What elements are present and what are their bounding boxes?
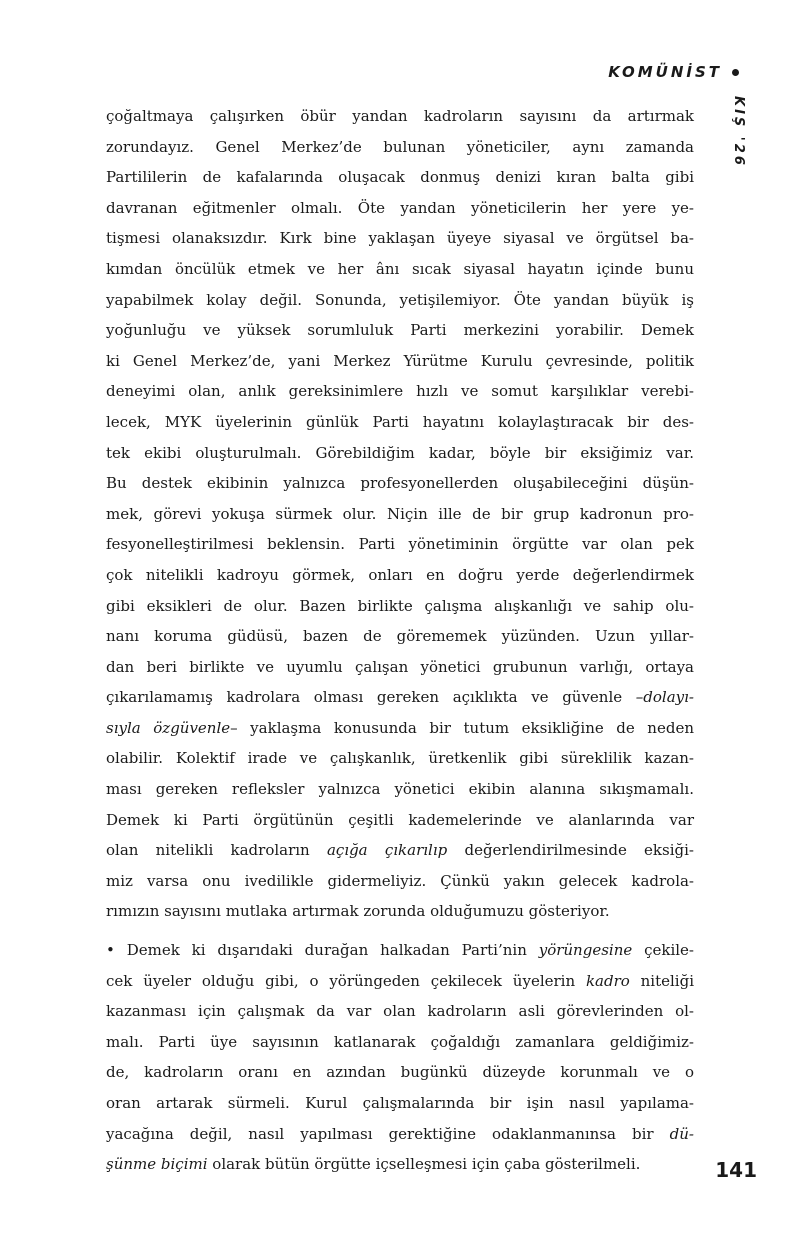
text-line [106,591,694,622]
text-line [106,1057,694,1088]
text-segment: dan beri birlikte ve uyumlu çalışan yönetici grubunun varlığı, ortaya [106,657,694,676]
text-line [106,1149,694,1180]
text-segment: değerlendirilmesinde eksiği- [447,841,694,860]
text-line [106,774,694,805]
text-segment: tek ekibi oluşturulmalı. Görebildiğim kadar, böyle bir eksiğimiz var. [106,443,694,462]
text-segment: çok nitelikli kadroyu görmek, onları en doğru yerde değerlendirmek [106,565,694,584]
text-line [106,193,694,224]
text-segment: oran artarak sürmeli. Kurul çalışmalarında bir işin nasıl yapılama- [106,1094,694,1112]
text-segment: Demek ki Parti örgütünün çeşitli kademelerinde ve alanlarında var [106,810,694,829]
paragraph [106,101,694,927]
italic-text: –dolayı- [635,688,694,707]
italic-text: dü- [669,1124,694,1143]
text-line [106,1027,694,1058]
text-segment: zorundayız. Genel Merkez’de bulunan yöneticiler, aynı zamanda [106,137,694,156]
text-segment: olarak bütün örgütte içselleşmesi için çaba gösterilmeli. [207,1155,641,1174]
text-line [106,468,694,499]
text-segment: miz varsa onu ivedilikle gidermeliyiz. Çünkü yakın gelecek kadrola- [106,871,694,890]
text-line [106,866,694,897]
text-segment: ması gereken refleksler yalnızca yönetici ekibin alanına sıkışmamalı. [106,780,694,799]
text-line [106,132,694,163]
text-line [106,621,694,652]
text-line [106,346,694,377]
text-segment: nanı koruma güdüsü, bazen de görememek yüzünden. Uzun yıllar- [106,627,694,646]
text-segment: çekile- [632,941,694,960]
text-line [106,162,694,193]
text-segment: kımdan öncülük etmek ve her ânı sıcak siyasal hayatın içinde bunu [106,259,694,278]
text-segment: rımızın sayısını mutlaka artırmak zorunda olduğumuzu gösteriyor. [106,902,610,921]
body-text [106,101,694,1180]
text-line [106,315,694,346]
text-segment: lecek, MYK üyelerinin günlük Parti hayatını kolaylaştıracak bir des- [106,412,694,431]
issue-label: KIŞ '26 [731,96,746,168]
text-line [106,101,694,132]
text-line [106,1119,694,1150]
text-segment: cek üyeler olduğu gibi, o yörüngeden çekilecek üyelerin [106,971,586,990]
text-segment: – yaklaşma konusunda bir tutum eksikliğine de neden [230,718,694,737]
text-segment: deneyimi olan, anlık gereksinimlere hızlı ve somut karşılıklar verebi- [106,382,694,401]
text-line [106,1088,694,1119]
italic-text: sıyla özgüvenle [106,718,231,737]
paragraph [106,935,694,1180]
text-line [106,835,694,866]
text-line [106,438,694,469]
text-line [106,499,694,530]
text-line [106,223,694,254]
italic-text: kadro [585,971,630,990]
bullet-dot-icon [732,69,739,76]
text-segment: fesyonelleştirilmesi beklensin. Parti yönetiminin örgütte var olan pek [106,535,694,554]
text-segment: gibi eksikleri de olur. Bazen birlikte çalışma alışkanlığı ve sahip olu- [106,596,694,615]
text-segment: malı. Parti üye sayısının katlanarak çoğaldığı zamanlara geldiğimiz- [106,1032,694,1051]
text-line [106,996,694,1027]
text-line [106,713,694,744]
text-line [106,407,694,438]
text-segment: mek, görevi yokuşa sürmek olur. Niçin ille de bir grup kadronun pro- [106,504,694,523]
text-segment: olan nitelikli kadroların [106,841,327,860]
text-line [106,254,694,285]
text-segment: Partililerin de kafalarında oluşacak donmuş denizi kıran balta gibi [106,168,694,187]
journal-title: KOMÜNİST [608,63,722,81]
text-segment: yoğunluğu ve yüksek sorumluluk Parti merkezini yorabilir. Demek [106,321,694,340]
text-line [106,529,694,560]
text-segment: çoğaltmaya çalışırken öbür yandan kadroların sayısını da artırmak [106,107,694,125]
text-line [106,682,694,713]
text-segment: kazanması için çalışmak da var olan kadroların asli görevlerinden ol- [106,1002,694,1021]
text-line [106,805,694,836]
text-line [106,896,694,927]
text-line [106,285,694,316]
text-segment: olabilir. Kolektif irade ve çalışkanlık, üretkenlik gibi süreklilik kazan- [106,749,694,768]
page-number: 141 [715,1158,757,1182]
text-segment: Bu destek ekibinin yalnızca profesyonellerden oluşabileceğini düşün- [106,474,694,493]
running-header [608,63,739,81]
italic-text: yörüngesine [538,941,633,960]
italic-text: açığa çıkarılıp [326,841,448,860]
text-segment: ki Genel Merkez’de, yani Merkez Yürütme Kurulu çevresinde, politik [106,351,694,370]
text-segment: tişmesi olanaksızdır. Kırk bine yaklaşan üyeye siyasal ve örgütsel ba- [106,229,694,248]
text-line [106,966,694,997]
text-line [106,935,694,966]
text-segment: • Demek ki dışarıdaki durağan halkadan Parti’nin [106,941,539,960]
text-segment: yacağına değil, nasıl yapılması gerektiğine odaklanmanınsa bir [106,1124,670,1143]
text-segment: niteliği [629,971,694,990]
text-line [106,376,694,407]
text-segment: davranan eğitmenler olmalı. Öte yandan yöneticilerin her yere ye- [106,198,694,217]
text-line [106,560,694,591]
text-line [106,743,694,774]
text-segment: yapabilmek kolay değil. Sonunda, yetişilemiyor. Öte yandan büyük iş [106,290,694,309]
italic-text: şünme biçimi [106,1155,208,1174]
text-segment: de, kadroların oranı en azından bugünkü düzeyde korunmalı ve o [106,1063,694,1082]
text-line [106,652,694,683]
text-segment: çıkarılamamış kadrolara olması gereken açıklıkta ve güvenle [106,688,636,707]
